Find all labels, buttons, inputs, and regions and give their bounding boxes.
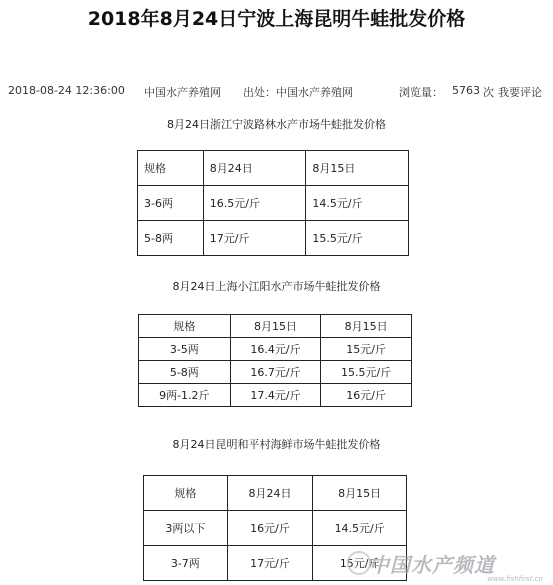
comment-link[interactable]: 我要评论 <box>498 86 542 99</box>
table-cell: 16元/斤 <box>321 384 412 407</box>
table-cell: 14.5元/斤 <box>313 511 407 546</box>
table-cell: 16.5元/斤 <box>203 186 306 221</box>
table-row <box>139 361 412 384</box>
views-label: 浏览量： <box>399 86 443 99</box>
header-cell: 8月24日 <box>203 151 306 186</box>
header-cell: 规格 <box>138 151 204 186</box>
price-table-shanghai <box>138 314 412 407</box>
header-cell: 8月15日 <box>313 476 407 511</box>
table-cell: 17.4元/斤 <box>230 384 321 407</box>
section-title-ningbo: 8月24日浙江宁波路林水产市场牛蛙批发价格 <box>167 118 386 131</box>
section-title-shanghai: 8月24日上海小江阳水产市场牛蛙批发价格 <box>172 280 381 293</box>
table-cell: 17元/斤 <box>227 546 313 581</box>
source-label: 出处：中国水产养殖网 <box>243 86 353 99</box>
table-cell: 15元/斤 <box>313 546 407 581</box>
table-cell: 5-8两 <box>139 361 231 384</box>
header-cell: 8月15日 <box>321 315 412 338</box>
price-table-ningbo <box>137 150 409 256</box>
table-cell: 3-5两 <box>139 338 231 361</box>
table-row <box>138 186 409 221</box>
header-cell: 8月24日 <box>227 476 313 511</box>
table-row <box>139 338 412 361</box>
watermark <box>369 549 549 583</box>
table-cell: 3-6两 <box>138 186 204 221</box>
watermark-logo-icon <box>347 551 371 575</box>
watermark-url: www.fishfirst.cn <box>487 575 543 583</box>
publish-datetime: 2018-08-24 12:36:00 <box>8 84 125 97</box>
table-row <box>139 384 412 407</box>
table-row <box>138 221 409 256</box>
page-title: 2018年8月24日宁波上海昆明牛蛙批发价格 <box>87 8 466 30</box>
table-cell: 16.4元/斤 <box>230 338 321 361</box>
table-cell: 5-8两 <box>138 221 204 256</box>
views-unit: 次 <box>483 86 494 99</box>
table-cell: 3-7两 <box>144 546 228 581</box>
views-count: 5763 <box>452 84 480 97</box>
table-header-row <box>138 151 409 186</box>
header-cell: 规格 <box>139 315 231 338</box>
table-cell: 14.5元/斤 <box>306 186 409 221</box>
table-cell: 15.5元/斤 <box>321 361 412 384</box>
table-cell: 3两以下 <box>144 511 228 546</box>
table-cell: 15元/斤 <box>321 338 412 361</box>
table-header-row <box>144 476 407 511</box>
table-cell: 17元/斤 <box>203 221 306 256</box>
site-name: 中国水产养殖网 <box>144 86 221 99</box>
header-cell: 8月15日 <box>306 151 409 186</box>
header-cell: 8月15日 <box>230 315 321 338</box>
table-cell: 16.7元/斤 <box>230 361 321 384</box>
table-row <box>144 511 407 546</box>
table-header-row <box>139 315 412 338</box>
table-cell: 15.5元/斤 <box>306 221 409 256</box>
table-cell: 9两-1.2斤 <box>139 384 231 407</box>
article-meta <box>0 84 553 102</box>
section-title-kunming: 8月24日昆明和平村海鲜市场牛蛙批发价格 <box>172 438 381 451</box>
header-cell: 规格 <box>144 476 228 511</box>
table-cell: 16元/斤 <box>227 511 313 546</box>
watermark-text: 中国水产频道 <box>369 553 495 577</box>
